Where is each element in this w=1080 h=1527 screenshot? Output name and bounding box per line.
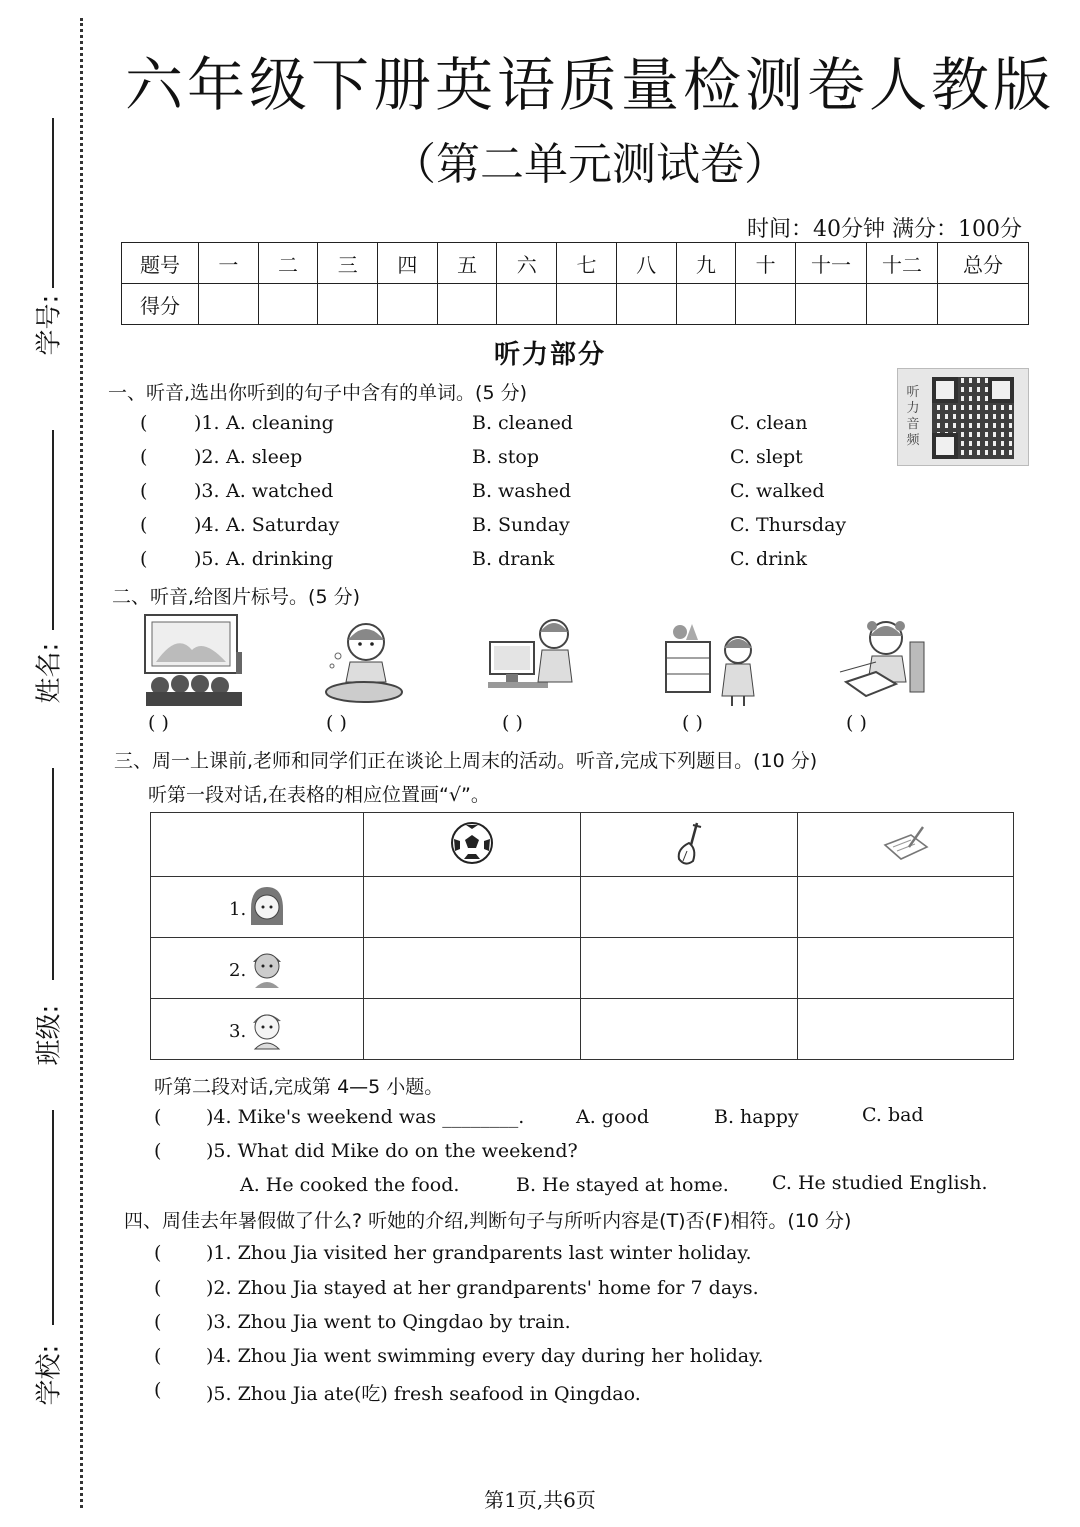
qr-icon [932, 377, 1014, 459]
option-c: C. drink [730, 548, 808, 570]
check-cell[interactable] [581, 938, 798, 999]
qr-finder-mark [932, 377, 958, 403]
picture-answer-blank[interactable]: ( ) [326, 712, 347, 734]
question-number: )2. [194, 446, 220, 468]
check-cell[interactable] [364, 999, 581, 1060]
option-b: B. He stayed at home. [516, 1174, 729, 1196]
score-row-label: 得分 [122, 284, 199, 325]
answer-paren[interactable]: ( [154, 1106, 162, 1128]
score-table-score-row [122, 284, 1029, 325]
score-input-cell[interactable] [557, 284, 617, 325]
question-number: )5. [194, 548, 220, 570]
score-input-cell[interactable] [616, 284, 676, 325]
qr-finder-mark [932, 433, 958, 459]
writing-icon [881, 823, 931, 863]
tf-statement: )1. Zhou Jia visited her grandparents last winter holiday. [206, 1242, 752, 1264]
option-b: B. happy [714, 1106, 799, 1128]
check-cell[interactable] [798, 877, 1014, 938]
score-input-cell[interactable] [796, 284, 867, 325]
row-number: 2. [229, 960, 247, 981]
score-cell: 七 [557, 243, 617, 284]
score-input-cell[interactable] [437, 284, 497, 325]
answer-paren[interactable]: ( [154, 1311, 162, 1333]
activity-row [151, 938, 1014, 999]
class-label: 班级: [34, 1004, 65, 1066]
class-fill-line [52, 768, 54, 980]
check-cell[interactable] [581, 877, 798, 938]
tf-statement: )2. Zhou Jia stayed at her grandparents' home for 7 days. [206, 1277, 759, 1299]
score-input-cell[interactable] [199, 284, 259, 325]
part3-instruction-1: 听第一段对话,在表格的相应位置画“√”。 [148, 784, 490, 806]
row-number: 3. [229, 1021, 247, 1042]
option-b: B. Sunday [472, 514, 570, 536]
score-table-header-row [122, 243, 1029, 284]
part3-instruction-2: 听第二段对话,完成第 4—5 小题。 [154, 1076, 444, 1098]
score-input-cell[interactable] [258, 284, 318, 325]
tf-statement: )3. Zhou Jia went to Qingdao by train. [206, 1311, 571, 1333]
empty-header-cell [151, 813, 364, 877]
score-cell: 八 [616, 243, 676, 284]
activity-table [150, 812, 1014, 1060]
activity-row [151, 999, 1014, 1060]
option-a: A. cleaning [226, 412, 334, 434]
check-cell[interactable] [581, 999, 798, 1060]
answer-paren[interactable]: ( [154, 1242, 162, 1264]
score-cell: 总分 [938, 243, 1029, 284]
score-cell: 六 [497, 243, 557, 284]
option-c: C. Thursday [730, 514, 847, 536]
question-number: )3. [194, 480, 220, 502]
score-cell: 十二 [867, 243, 938, 284]
score-cell: 二 [258, 243, 318, 284]
page-subtitle: （第二单元测试卷） [392, 139, 788, 190]
student-id-fill-line [52, 118, 54, 288]
part3-heading: 三、周一上课前,老师和同学们正在谈论上周末的活动。听音,完成下列题目。(10 分) [114, 750, 818, 772]
girl-reading-picture [836, 612, 946, 708]
pipa-instrument-icon [667, 819, 711, 867]
listening-heading: 听力部分 [493, 340, 606, 370]
person-cell [151, 938, 364, 999]
school-fill-line [52, 1110, 54, 1325]
option-a: A. drinking [226, 548, 334, 570]
girl-at-computer-picture [486, 612, 596, 708]
qr-finder-mark [988, 377, 1014, 403]
girl-washing-clothes-picture [316, 612, 426, 708]
student-id-label: 学号: [34, 294, 65, 356]
option-c: C. bad [862, 1104, 924, 1126]
tf-statement: )5. Zhou Jia ate(吃) fresh seafood in Qingdao. [206, 1383, 641, 1405]
question-5-text: )5. What did Mike do on the weekend? [206, 1140, 578, 1162]
row-number: 1. [229, 899, 247, 920]
score-cell: 九 [676, 243, 736, 284]
part1-heading: 一、听音,选出你听到的句子中含有的单词。(5 分) [108, 382, 527, 404]
question-number: )4. [194, 514, 220, 536]
writing-header-cell [798, 813, 1014, 877]
option-c: C. slept [730, 446, 803, 468]
option-a: A. watched [226, 480, 334, 502]
answer-paren[interactable]: ( [140, 412, 148, 434]
score-cell: 题号 [122, 243, 199, 284]
option-b: B. cleaned [472, 412, 573, 434]
score-input-cell[interactable] [378, 284, 438, 325]
check-cell[interactable] [798, 999, 1014, 1060]
check-cell[interactable] [364, 938, 581, 999]
question-number: )1. [194, 412, 220, 434]
boy-avatar-icon [247, 946, 287, 990]
time-score-info: 时间：40分钟 满分：100分 [747, 217, 1022, 242]
option-a: A. He cooked the food. [240, 1174, 460, 1196]
option-a: A. Saturday [226, 514, 340, 536]
answer-paren[interactable]: ( [140, 446, 148, 468]
answer-paren[interactable]: ( [154, 1379, 162, 1401]
check-cell[interactable] [798, 938, 1014, 999]
answer-paren[interactable]: ( [140, 548, 148, 570]
score-cell: 十一 [796, 243, 867, 284]
score-input-cell[interactable] [318, 284, 378, 325]
option-a: A. good [576, 1106, 650, 1128]
score-cell: 一 [199, 243, 259, 284]
check-cell[interactable] [364, 877, 581, 938]
part4-heading: 四、周佳去年暑假做了什么? 听她的介绍,判断句子与所听内容是(T)否(F)相符。(10 分) [124, 1210, 852, 1232]
option-b: B. washed [472, 480, 572, 502]
picture-answer-blank[interactable]: ( ) [846, 712, 867, 734]
answer-paren[interactable]: ( [154, 1277, 162, 1299]
score-input-cell[interactable] [867, 284, 938, 325]
score-cell: 三 [318, 243, 378, 284]
audio-qr-code[interactable] [897, 368, 1029, 466]
page-number: 第1页,共6页 [484, 1488, 596, 1512]
score-cell: 十 [736, 243, 796, 284]
option-c: C. He studied English. [772, 1172, 988, 1194]
score-table [121, 242, 1029, 325]
binding-dotted-line [80, 18, 83, 1508]
score-input-cell[interactable] [736, 284, 796, 325]
score-cell: 四 [378, 243, 438, 284]
person-cell [151, 999, 364, 1060]
activity-row [151, 877, 1014, 938]
name-label: 姓名: [34, 642, 65, 704]
answer-paren[interactable]: ( [140, 514, 148, 536]
picture-answer-blank[interactable]: ( ) [502, 712, 523, 734]
score-input-cell[interactable] [497, 284, 557, 325]
option-a: A. sleep [226, 446, 303, 468]
activity-header-row [151, 813, 1014, 877]
option-c: C. clean [730, 412, 808, 434]
school-label: 学校: [34, 1344, 65, 1406]
football-header-cell [364, 813, 581, 877]
answer-paren[interactable]: ( [140, 480, 148, 502]
part2-heading: 二、听音,给图片标号。(5 分) [112, 586, 360, 608]
picture-answer-blank[interactable]: ( ) [148, 712, 169, 734]
score-input-cell[interactable] [676, 284, 736, 325]
name-fill-line [52, 430, 54, 630]
option-b: B. stop [472, 446, 540, 468]
person-cell [151, 877, 364, 938]
score-input-cell[interactable] [938, 284, 1029, 325]
qr-label: 听力音频 [906, 385, 920, 448]
girl-avatar-icon [247, 885, 287, 929]
question-4-text: )4. Mike's weekend was ________. [206, 1106, 525, 1128]
movie-theater-picture [142, 612, 252, 708]
answer-paren[interactable]: ( [154, 1140, 162, 1162]
pipa-header-cell [581, 813, 798, 877]
page-title: 六年级下册英语质量检测卷人教版 [124, 51, 1055, 119]
girl-in-room-picture [662, 612, 772, 708]
option-c: C. walked [730, 480, 825, 502]
picture-answer-blank[interactable]: ( ) [682, 712, 703, 734]
option-b: B. drank [472, 548, 555, 570]
answer-paren[interactable]: ( [154, 1345, 162, 1367]
football-icon [450, 821, 494, 865]
tf-statement: )4. Zhou Jia went swimming every day during her holiday. [206, 1345, 764, 1367]
boy-avatar-icon [247, 1007, 287, 1051]
score-cell: 五 [437, 243, 497, 284]
